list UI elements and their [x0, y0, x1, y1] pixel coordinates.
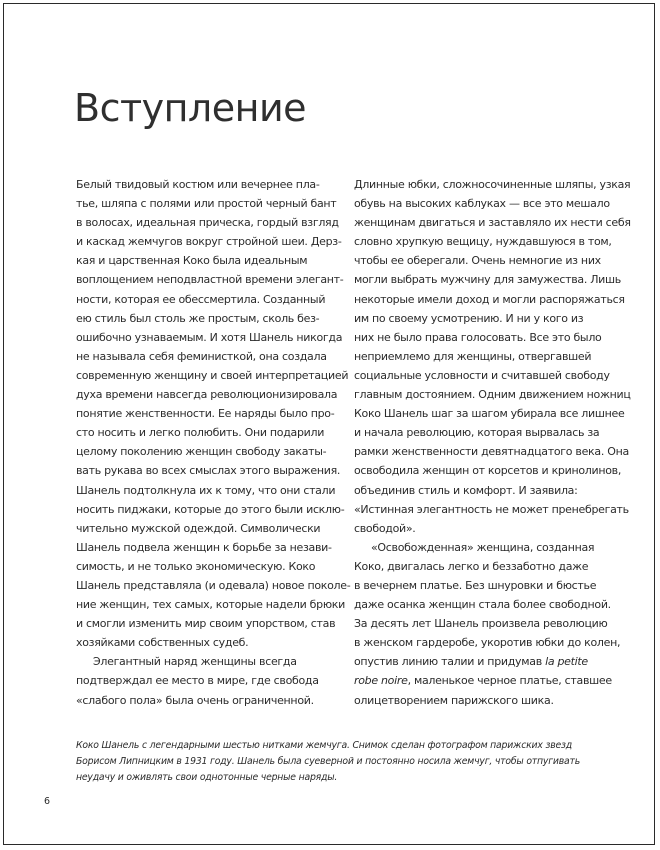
text-line: главным достоянием. Одним движением ножниц — [354, 388, 631, 402]
page-title: Вступление — [74, 86, 307, 130]
text-line: и каскад жемчугов вокруг стройной шеи. Дерз- — [76, 235, 342, 249]
text-line: хозяйками собственных судеб. — [76, 636, 249, 650]
text-line: сто носить и легко полюбить. Они подарили — [76, 426, 325, 440]
text-line: чтобы ее оберегали. Очень немногие из них — [354, 254, 601, 268]
caption-line: Борисом Липницким в 1931 году. Шанель была суеверной и постоянно носила жемчуг, чтобы отпугивать — [76, 756, 580, 767]
caption-line: неудачу и оживлять свои однотонные черные наряды. — [76, 772, 338, 783]
text-line: и смогли изменить мир своим упорством, став — [76, 617, 336, 631]
text-column-left — [76, 175, 351, 710]
caption-line: Коко Шанель с легендарными шестью нитками жемчуга. Снимок сделан фотографом парижских звезд — [76, 740, 572, 751]
book-page — [3, 3, 655, 845]
italic-phrase: robe noire — [354, 674, 408, 688]
text-line: объединив стиль и комфорт. И заявила: — [354, 483, 578, 497]
text-line: тье, шляпа с полями или простой черный бант — [76, 197, 337, 211]
text-line: ности, которая ее обессмертила. Созданный — [76, 292, 326, 306]
text-line: Шанель подтолкнула их к тому, что они стали — [76, 483, 336, 497]
text-line: Элегантный наряд женщины всегда — [93, 655, 297, 669]
text-line: не называла себя феминисткой, она создала — [76, 349, 327, 363]
text-line: в женском гардеробе, укоротив юбки до колен, — [354, 636, 621, 650]
text-fragment: , маленькое черное платье, ставшее — [407, 674, 612, 688]
text-line: кая и царственная Коко была идеальным — [76, 254, 308, 268]
text-line: «Истинная элегантность не может пренебрегать — [354, 502, 629, 516]
text-line: ние женщин, тех самых, которые надели брюки — [76, 598, 345, 612]
text-line: целому поколению женщин свободу закаты- — [76, 445, 327, 459]
text-line: понятие женственности. Ее наряды было про- — [76, 407, 335, 421]
text-line: чительно мужской одеждой. Символически — [76, 521, 321, 535]
text-line: олицетворением парижского шика. — [354, 693, 554, 707]
text-line: подтверждал ее место в мире, где свобода — [76, 674, 319, 688]
text-line: рамки женственности девятнадцатого века. Она — [354, 445, 629, 459]
text-line: современную женщину и своей интерпретацией — [76, 368, 349, 382]
text-line: вать рукава во всех смыслах этого выражения. — [76, 464, 341, 478]
text-line: свободой». — [354, 521, 416, 535]
text-line: ошибочно узнаваемым. И хотя Шанель никогда — [76, 330, 343, 344]
text-line: в вечернем платье. Без шнуровки и бюстье — [354, 578, 597, 592]
text-line — [354, 652, 624, 671]
text-line: им по своему усмотрению. И ни у кого из — [354, 311, 584, 325]
text-line: Длинные юбки, сложносочиненные шляпы, узкая — [354, 178, 631, 191]
text-line: Коко Шанель шаг за шагом убирала все лишнее — [354, 407, 625, 421]
text-line: Коко, двигалась легко и беззаботно даже — [354, 559, 589, 573]
text-line: даже осанка женщин стала более свободной. — [354, 598, 611, 612]
italic-phrase: la petite — [545, 655, 588, 669]
text-line: некоторые имели доход и могли распоряжаться — [354, 292, 625, 306]
page-number: 6 — [44, 796, 51, 807]
text-line: них не было права голосовать. Все это было — [354, 330, 602, 344]
text-line: обувь на высоких каблуках — все это мешало — [354, 197, 610, 211]
text-line: и начала революцию, которая вырвалась за — [354, 426, 600, 440]
text-line: симость, и не только экономическую. Коко — [76, 559, 316, 573]
text-line: духа времени навсегда революционизировала — [76, 388, 338, 402]
text-line: Шанель представляла (и одевала) новое поколе- — [76, 578, 351, 592]
text-column-right — [354, 175, 631, 710]
text-line: ею стиль был столь же простым, сколь без- — [76, 311, 320, 325]
text-fragment: опустив линию талии и придумав — [354, 655, 542, 669]
text-line: воплощением неподвластной времени элегант- — [76, 273, 344, 287]
text-line: освободила женщин от корсетов и кринолинов, — [354, 464, 622, 478]
photo-caption — [76, 738, 596, 786]
text-line: носить пиджаки, которые до этого были исклю- — [76, 502, 345, 516]
text-line: Белый твидовый костюм или вечернее пла- — [76, 178, 320, 191]
text-line: словно хрупкую вещицу, нуждавшуюся в том, — [354, 235, 612, 249]
text-line: Шанель подвела женщин к борьбе за незави- — [76, 540, 332, 554]
text-line: социальные условности и считавшей свободу — [354, 368, 610, 382]
text-line: За десять лет Шанель произвела революцию — [354, 617, 608, 631]
text-line: «Освобожденная» женщина, созданная — [371, 540, 595, 554]
text-line — [354, 671, 624, 690]
text-line: «слабого пола» была очень ограниченной. — [76, 693, 314, 707]
text-line: неприемлемо для женщины, отвергавшей — [354, 349, 592, 363]
text-line: могли выбрать мужчину для замужества. Лишь — [354, 273, 621, 287]
text-line: в волосах, идеальная прическа, гордый взгляд — [76, 216, 339, 230]
text-line: женщинам двигаться и заставляло их нести себя — [354, 216, 631, 230]
